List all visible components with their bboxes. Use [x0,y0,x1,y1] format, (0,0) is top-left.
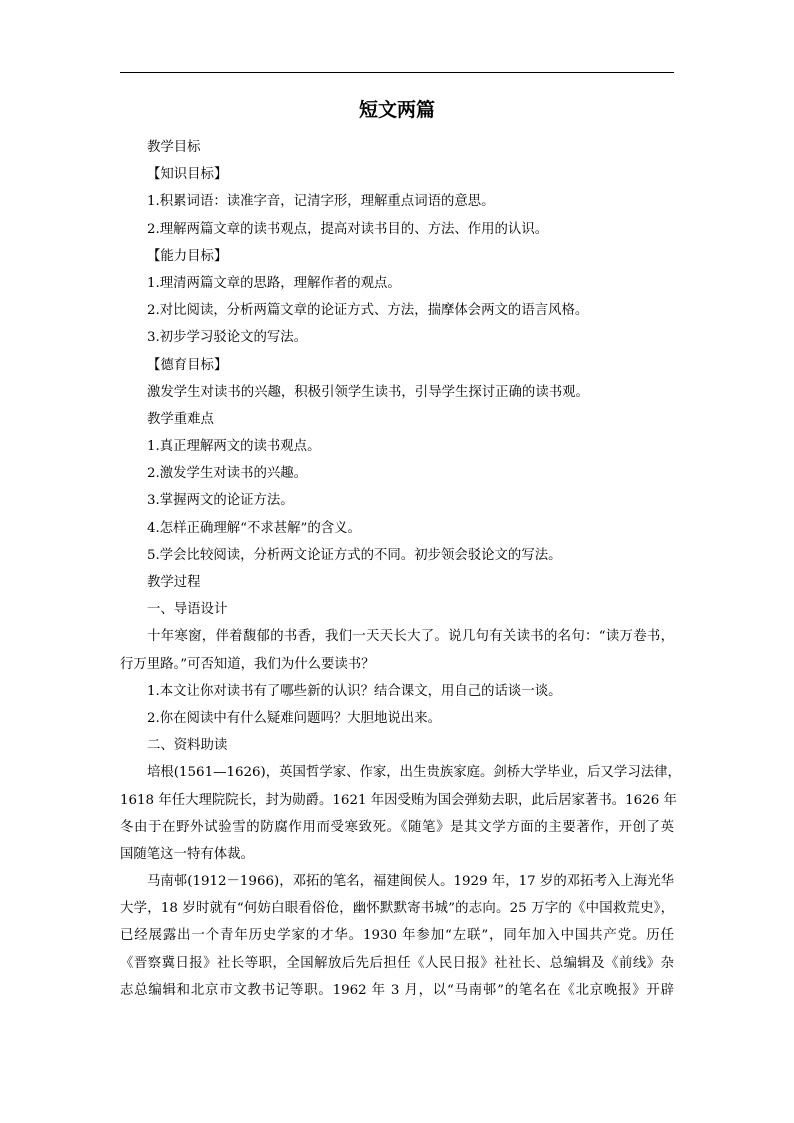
text-line: 志总编辑和北京市文教书记等职。1962 年 3 月，以“马南邨”的笔名在《北京晚报》开辟 [120,982,674,998]
text-line: 教学重难点 [147,411,214,427]
text-line: 3.初步学习驳论文的写法。 [147,330,308,346]
document-title: 短文两篇 [358,99,435,121]
text-line: 【德育目标】 [147,357,228,373]
text-line: 4.怎样正确理解“不求甚解”的含义。 [147,520,361,536]
text-line: 2.激发学生对读书的兴趣。 [147,466,308,482]
text-line: 1.本文让你对读书有了哪些新的认识？结合课文，用自己的话谈一谈。 [147,683,562,699]
text-line: 马南邨(1912－1966)，邓拓的笔名，福建闽侯人。1929 年，17 岁的邓拓考入上海光华 [147,874,674,890]
text-line: 1.真正理解两文的读书观点。 [147,439,321,455]
text-line: 已经展露出一个青年历史学家的才华。1930 年参加“左联”，同年加入中国共产党。历任 [120,928,674,944]
text-line: 1618 年任大理院院长，封为勋爵。1621 年因受贿为国会弹劾去职，此后居家著书。1626 年 [120,792,677,808]
text-line: 激发学生对读书的兴趣，积极引领学生读书，引导学生探讨正确的读书观。 [147,384,589,400]
text-line: 冬由于在野外试验雪的防腐作用而受寒致死。《随笔》是其文学方面的主要著作，开创了英 [120,819,674,835]
text-line: 《晋察冀日报》社长等职，全国解放后先后担任《人民日报》社社长、总编辑及《前线》杂 [120,955,674,971]
text-line: 二、资料助读 [147,738,228,754]
text-line: 2.你在阅读中有什么疑难问题吗？大胆地说出来。 [147,710,441,726]
text-line: 1.积累词语：读准字音，记清字形，理解重点词语的意思。 [147,194,495,210]
text-line: 5.学会比较阅读，分析两文论证方式的不同。初步领会驳论文的写法。 [147,547,562,563]
text-line: 【知识目标】 [147,167,228,183]
text-line: 十年寒窗，伴着馥郁的书香，我们一天天长大了。说几句有关读书的名句：“读万卷书， [147,629,674,645]
text-line: 2.理解两篇文章的读书观点，提高对读书目的、方法、作用的认识。 [147,221,549,237]
text-line: 一、导语设计 [147,602,228,618]
header-rule [120,72,674,73]
text-line: 行万里路。”可否知道，我们为什么要读书？ [120,656,375,672]
text-line: 1.理清两篇文章的思路，理解作者的观点。 [147,275,401,291]
text-line: 培根(1561—1626)，英国哲学家、作家，出生贵族家庭。剑桥大学毕业，后又学习法律， [147,765,681,781]
text-line: 教学目标 [147,140,201,155]
text-line: 教学过程 [147,575,201,590]
text-line: 国随笔这一特有体裁。 [120,846,254,862]
text-line: 3.掌握两文的论证方法。 [147,493,294,509]
text-line: 【能力目标】 [147,248,228,264]
text-line: 大学，18 岁时就有“何妨白眼看俗伧，幽怀默默寄书城”的志向。25 万字的《中国救荒史》， [120,901,674,917]
text-line: 2.对比阅读，分析两篇文章的论证方式、方法，揣摩体会两文的语言风格。 [147,303,589,319]
document-body [120,134,681,1004]
